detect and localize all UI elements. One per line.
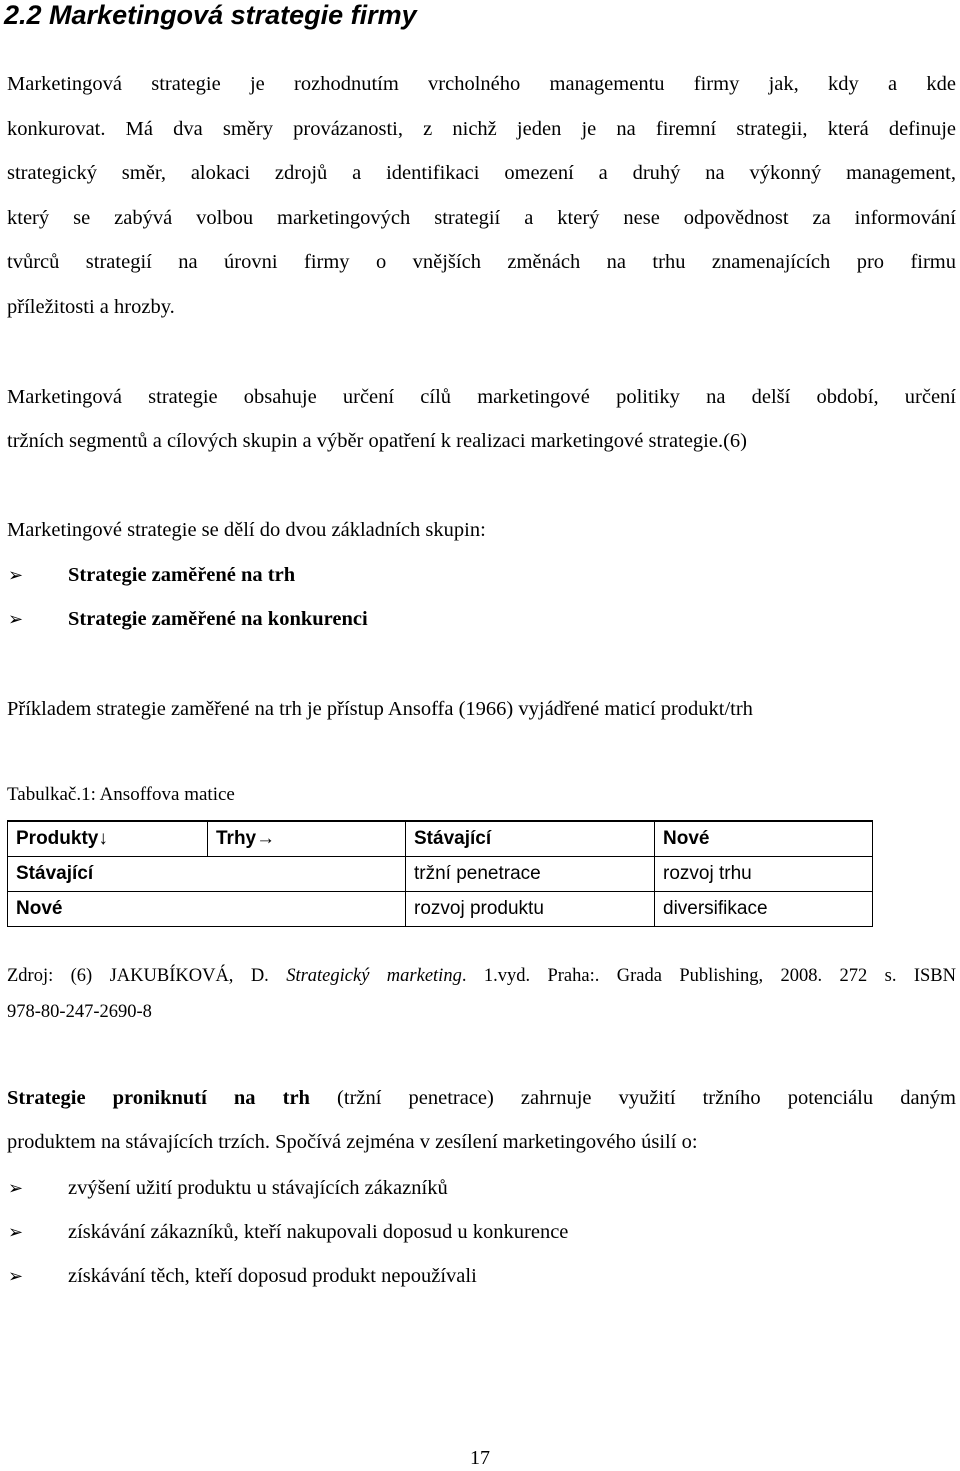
table-cell: rozvoj produktu (406, 892, 655, 927)
paragraph-line: Marketingová strategie obsahuje určení cílů marketingové politiky na delší období, určení (7, 386, 956, 408)
table-row (8, 892, 873, 927)
bullet-text: získávání zákazníků, kteří nakupovali doposud u konkurence (68, 1221, 569, 1243)
arrow-bullet-icon: ➢ (8, 609, 24, 630)
bold-term: Strategie proniknutí na trh (7, 1087, 310, 1109)
bullet-item (8, 561, 295, 590)
paragraph-line: tvůrců strategií na úrovni firmy o vnějších změnách na trhu znamenajících pro firmu (7, 251, 956, 273)
paragraph-line: tržních segmentů a cílových skupin a výběr opatření k realizaci marketingové strategie.(6) (7, 430, 747, 452)
bullet-item (8, 1218, 568, 1247)
source-suffix: . 1.vyd. Praha:. Grada Publishing, 2008. 272 s. ISBN (461, 966, 957, 986)
paragraph-ansoff-intro: Příkladem strategie zaměřené na trh je přístup Ansoffa (1966) vyjádřené maticí produkt/trh (7, 698, 753, 720)
paragraph-marketing-strategy (7, 62, 956, 329)
paragraph-strategy-groups: Marketingové strategie se dělí do dvou základních skupin: (7, 519, 486, 541)
arrow-bullet-icon: ➢ (8, 1266, 24, 1287)
table-header-row (8, 821, 873, 857)
bullet-item (8, 1262, 477, 1291)
table-cell: tržní penetrace (406, 857, 655, 892)
bullet-item (8, 1174, 448, 1203)
paragraph-line: Marketingová strategie je rozhodnutím vrcholného managementu firmy jak, kdy a kde (7, 73, 956, 95)
source-isbn: 978-80-247-2690-8 (7, 1002, 152, 1022)
arrow-bullet-icon: ➢ (8, 565, 24, 586)
paragraph-line: strategický směr, alokaci zdrojů a identifikaci omezení a druhý na výkonný management, (7, 162, 956, 184)
table-cell: diversifikace (655, 892, 873, 927)
paragraph-line: příležitosti a hrozby. (7, 295, 175, 318)
paragraph-market-penetration (7, 1084, 956, 1112)
paragraph-text: (tržní penetrace) zahrnuje využití tržního potenciálu daným (309, 1087, 956, 1109)
bullet-text: Strategie zaměřené na konkurenci (68, 608, 368, 630)
paragraph-line: který se zabývá volbou marketingových strategií a který nese odpovědnost za informování (7, 206, 956, 229)
arrow-bullet-icon: ➢ (8, 1222, 24, 1243)
table-cell: Stávající (8, 857, 406, 892)
bullet-text: zvýšení užití produktu u stávajících zákazníků (68, 1177, 448, 1199)
source-line (7, 963, 956, 989)
section-heading: 2.2 Marketingová strategie firmy (4, 0, 417, 30)
page-number: 17 (470, 1447, 490, 1469)
table-cell: Nové (655, 821, 873, 857)
bullet-item (8, 605, 368, 634)
source-book-title: Strategický marketing (286, 966, 462, 986)
table-cell: rozvoj trhu (655, 857, 873, 892)
bullet-text: Strategie zaměřené na trh (68, 564, 296, 586)
source-prefix: Zdroj: (6) JAKUBÍKOVÁ, D. (7, 966, 269, 986)
paragraph-line: produktem na stávajících trzích. Spočívá zejména v zesílení marketingového úsilí o: (7, 1131, 698, 1153)
paragraph-line: konkurovat. Má dva směry provázanosti, z nichž jeden je na firemní strategii, která definuje (7, 117, 956, 140)
table-cell: Stávající (406, 821, 655, 857)
table-caption: Tabulkač.1: Ansoffova matice (7, 784, 235, 805)
table-cell: Produkty↓ (8, 821, 208, 857)
table-cell: Trhy→ (208, 821, 406, 857)
arrow-bullet-icon: ➢ (8, 1178, 24, 1199)
table-row (8, 857, 873, 892)
ansoff-matrix-table (7, 820, 873, 927)
table-cell: Nové (8, 892, 406, 927)
bullet-text: získávání těch, kteří doposud produkt nepoužívali (68, 1265, 477, 1287)
